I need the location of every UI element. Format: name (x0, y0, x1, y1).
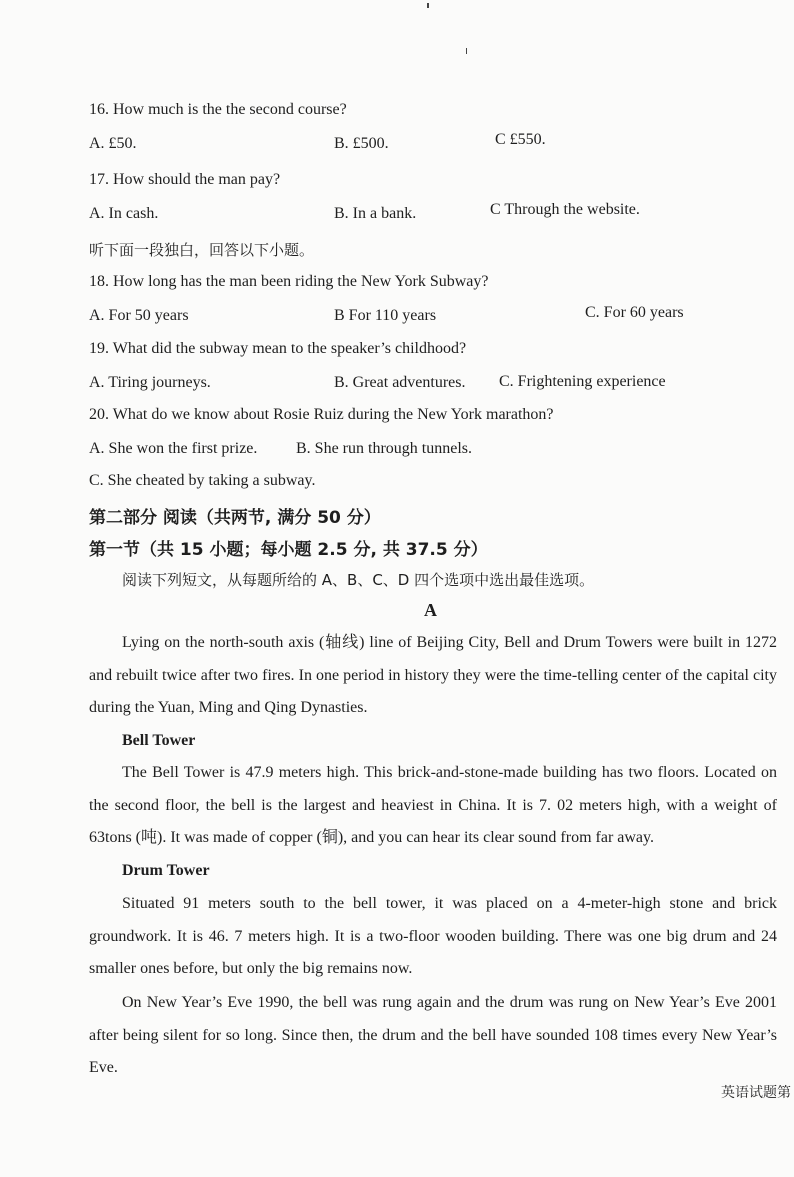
question-17: 17. How should the man pay? (89, 171, 281, 188)
monologue-instruction: 听下面一段独白，回答以下小题。 (89, 241, 315, 259)
drum-tower-heading: Drum Tower (122, 862, 210, 879)
part-title: 第二部分 阅读（共两节, 满分 50 分） (89, 508, 381, 528)
q16-option-a: A. £50. (89, 135, 137, 152)
q17-option-b: B. In a bank. (334, 205, 417, 222)
paragraph-1-text: Lying on the north-south axis (轴线) line of Beijing City, Bell and Drum Towers were built in 1272 and rebuilt twice after two fires. In one period in history they were the time-telling center of the capital city during the Yuan, Ming and Qing Dynasties. (89, 634, 777, 716)
paragraph-3-text: Situated 91 meters south to the bell tower, it was placed on a 4-meter-high stone and brick groundwork. It is 46. 7 meters high. It is a two-floor wooden building. There was one big drum and 24 smaller ones before, but only the big remains now. (89, 895, 777, 977)
question-19: 19. What did the subway mean to the speaker’s childhood? (89, 340, 467, 357)
q20-option-a: A. She won the first prize. (89, 440, 258, 457)
reading-instruction: 阅读下列短文，从每题所给的 A、B、C、D 四个选项中选出最佳选项。 (122, 571, 595, 589)
scan-mark (427, 3, 429, 8)
page-footer-label: 英语试题第 (721, 1085, 791, 1101)
q20-option-b: B. She run through tunnels. (296, 440, 472, 457)
q18-option-c: C. For 60 years (585, 304, 684, 321)
q19-option-a: A. Tiring journeys. (89, 374, 211, 391)
q17-option-c: C Through the website. (490, 201, 640, 218)
scan-mark (466, 48, 467, 54)
passage-paragraph-4 (89, 987, 777, 1085)
bell-tower-heading: Bell Tower (122, 732, 196, 749)
q20-option-c: C. She cheated by taking a subway. (89, 472, 316, 489)
question-18: 18. How long has the man been riding the New York Subway? (89, 273, 489, 290)
passage-paragraph-3 (89, 888, 777, 986)
q18-option-b: B For 110 years (334, 307, 437, 324)
section-title: 第一节（共 15 小题；每小题 2.5 分, 共 37.5 分） (89, 540, 488, 560)
q17-option-a: A. In cash. (89, 205, 159, 222)
question-16: 16. How much is the the second course? (89, 101, 347, 118)
question-20: 20. What do we know about Rosie Ruiz during the New York marathon? (89, 406, 554, 423)
passage-label: A (424, 600, 437, 620)
q19-option-c: C. Frightening experience (499, 373, 666, 390)
q16-option-c: C £550. (495, 131, 546, 148)
paragraph-2-text: The Bell Tower is 47.9 meters high. This brick-and-stone-made building has two floors. Located on the second floor, the bell is the largest and heaviest in China. It is 7. 02 meters high, with a weight of 63tons (吨). It was made of copper (铜), and you can hear its clear sound from far away. (89, 764, 777, 846)
q16-option-b: B. £500. (334, 135, 389, 152)
q18-option-a: A. For 50 years (89, 307, 189, 324)
passage-paragraph-1 (89, 627, 777, 725)
paragraph-4-text: On New Year’s Eve 1990, the bell was rung again and the drum was rung on New Year’s Eve 2001 after being silent for so long. Since then, the drum and the bell have sounded 108 times every New Year’s Eve. (89, 994, 777, 1076)
passage-paragraph-2 (89, 757, 777, 855)
q19-option-b: B. Great adventures. (334, 374, 466, 391)
